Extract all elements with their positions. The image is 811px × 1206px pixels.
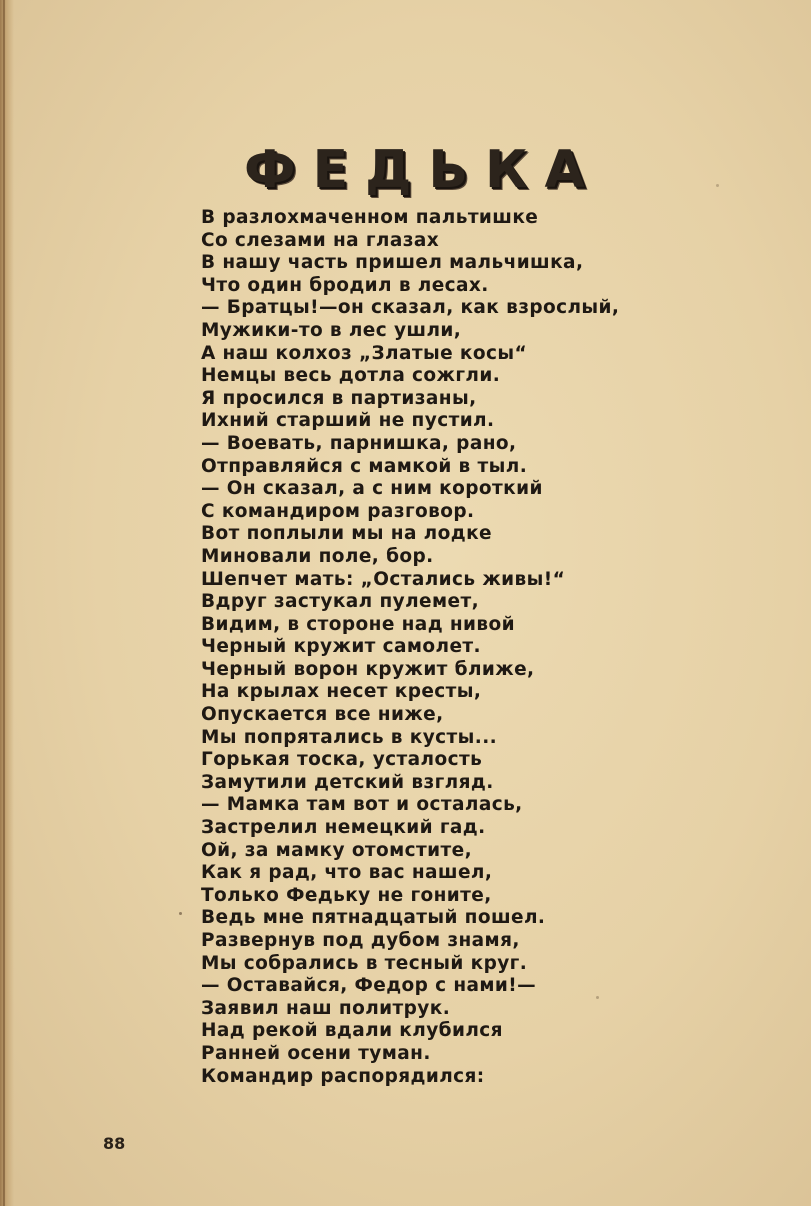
poem-line: Что один бродил в лесах. [201, 274, 489, 296]
poem-line: На крылах несет кресты, [201, 681, 482, 703]
poem-line: Вот поплыли мы на лодке [201, 523, 492, 545]
poem-line: Только Федьку не гоните, [201, 884, 492, 906]
poem-line: Горькая тоска, усталость [201, 749, 483, 771]
poem-line: Вдруг застукал пулемет, [201, 591, 480, 613]
poem-line: Миновали поле, бор. [201, 545, 434, 567]
poem-line: Ранней осени туман. [201, 1042, 431, 1064]
poem-line: Черный кружит самолет. [201, 636, 481, 658]
poem-line: Я просился в партизаны, [201, 387, 477, 409]
poem-line: Немцы весь дотла сожгли. [201, 365, 501, 387]
poem-line: Ой, за мамку отомстите, [201, 839, 473, 861]
poem-line: — Воевать, парнишка, рано, [201, 432, 517, 454]
poem-line: Развернув под дубом знамя, [201, 930, 520, 951]
poem-body [201, 207, 681, 1117]
poem-line: — Мамка там вот и осталась, [201, 794, 523, 816]
poem-line: Мы собрались в тесный круг. [201, 952, 528, 974]
poem-line: В нашу часть пришел мальчишка, [201, 252, 584, 274]
poem-line: Как я рад, что вас нашел, [201, 862, 493, 884]
poem-line: Ведь мне пятнадцатый пошел. [201, 907, 546, 929]
poem-line: Видим, в стороне над нивой [201, 613, 515, 635]
ink-speck [716, 184, 719, 187]
ink-speck [596, 996, 599, 999]
page-number: 88 [103, 1134, 126, 1153]
poem-line: Мы попрятались в кусты... [201, 726, 498, 748]
poem-line: Замутили детский взгляд. [201, 771, 494, 793]
poem-line: Черный ворон кружит ближе, [201, 658, 535, 680]
poem-line: Мужики-то в лес ушли, [201, 319, 462, 341]
poem-line: Застрелил немецкий гад. [201, 817, 486, 839]
binding-line [3, 0, 5, 1206]
poem-line: Над рекой вдали клубился [201, 1020, 503, 1042]
ink-speck [179, 912, 182, 915]
poem-line: — Оставайся, Федор с нами!— [201, 975, 537, 997]
poem-line: А наш колхоз „Златые косы“ [201, 342, 528, 364]
poem-line: С командиром разговор. [201, 500, 475, 522]
poem-line: — Братцы!—он сказал, как взрослый, [201, 297, 620, 319]
poem-line: — Он сказал, а с ним короткий [201, 478, 543, 500]
poem-line: Командир распорядился: [201, 1065, 485, 1087]
poem-line: Со слезами на глазах [201, 229, 440, 251]
poem-line: В разлохмаченном пальтишке [201, 207, 539, 228]
poem-line: Опускается все ниже, [201, 704, 444, 726]
poem-line: Заявил наш политрук. [201, 997, 451, 1019]
poem-line: Ихний старший не пустил. [201, 410, 495, 432]
poem-title: ФЕДЬКА [244, 140, 602, 200]
poem-line: Отправляйся с мамкой в тыл. [201, 455, 528, 477]
poem-line: Шепчет мать: „Остались живы!“ [201, 568, 566, 590]
